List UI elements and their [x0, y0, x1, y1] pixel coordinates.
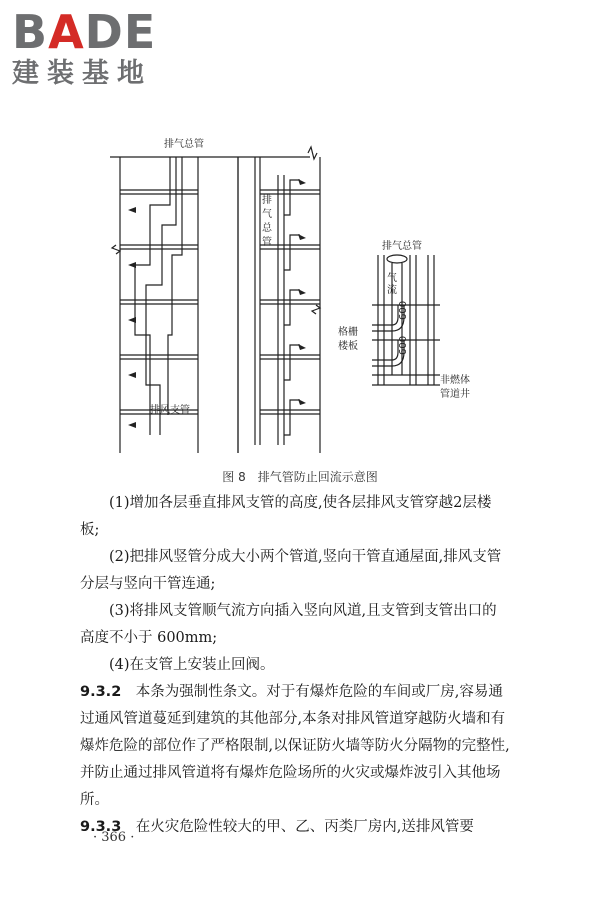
- brand-logo: [10, 6, 185, 96]
- list-item: (4)在支管上安装止回阀。: [109, 657, 275, 673]
- clause-text: 本条为强制性条文。对于有爆炸危险的车间或厂房,容易通过通风管道蔓延到建筑的其他部分,本条对排风管道穿越防火墙和有爆炸危险的部位作了严格限制,以保证防火墙等防火分隔物的完整性,并防止通过排风管道将有爆炸危险场所的火灾或爆炸波引入其他场所。: [80, 684, 510, 808]
- list-item: (2)把排风竖管分成大小两个管道,竖向干管直通屋面,排风支管分层与竖向干管连通;: [80, 549, 502, 592]
- logo-wordmark: BADE: [12, 5, 157, 59]
- label-dimension-b: 600: [398, 335, 409, 355]
- clause-text: 在火灾危险性较大的甲、乙、丙类厂房内,送排风管要: [135, 819, 474, 835]
- list-item: (3)将排风支管顺气流方向插入竖向风道,且支管到支管出口的高度不小于 600mm;: [80, 603, 497, 646]
- clause-number: 9.3.2: [80, 684, 122, 700]
- backflow-prevention-figure: [110, 135, 510, 465]
- clause-9-3-2: [80, 679, 510, 814]
- list-item: (1)增加各层垂直排风支管的高度,使各层排风支管穿越2层楼板;: [80, 495, 492, 538]
- page-number: · 366 ·: [93, 830, 135, 845]
- figure-drawing: [110, 135, 510, 465]
- label-dimension-a: 600: [398, 300, 409, 320]
- label-main-duct-v3: 总: [262, 223, 272, 234]
- label-floor-slab: 楼板: [338, 341, 358, 352]
- label-grille: 格栅: [338, 327, 358, 338]
- label-main-duct-v2: 气: [262, 209, 272, 220]
- label-airflow-1: 气: [387, 273, 397, 284]
- clause-9-3-3: [80, 814, 510, 841]
- logo-subtitle: 建装基地: [12, 58, 152, 89]
- label-airflow-2: 流: [387, 285, 397, 296]
- label-main-duct-v4: 管: [262, 237, 272, 248]
- body-list: [80, 490, 510, 841]
- label-main-duct-top: 排气总管: [164, 139, 204, 150]
- label-shaft-1: 非燃体: [440, 375, 470, 386]
- label-detail-main-duct: 排气总管: [382, 241, 422, 252]
- label-branch-duct: 排风支管: [150, 405, 190, 416]
- clause-number: 9.3.3: [80, 819, 122, 835]
- label-main-duct-v1: 排: [262, 195, 272, 206]
- figure-caption: 图 8 排气管防止回流示意图: [222, 470, 378, 484]
- label-shaft-2: 管道井: [440, 389, 470, 400]
